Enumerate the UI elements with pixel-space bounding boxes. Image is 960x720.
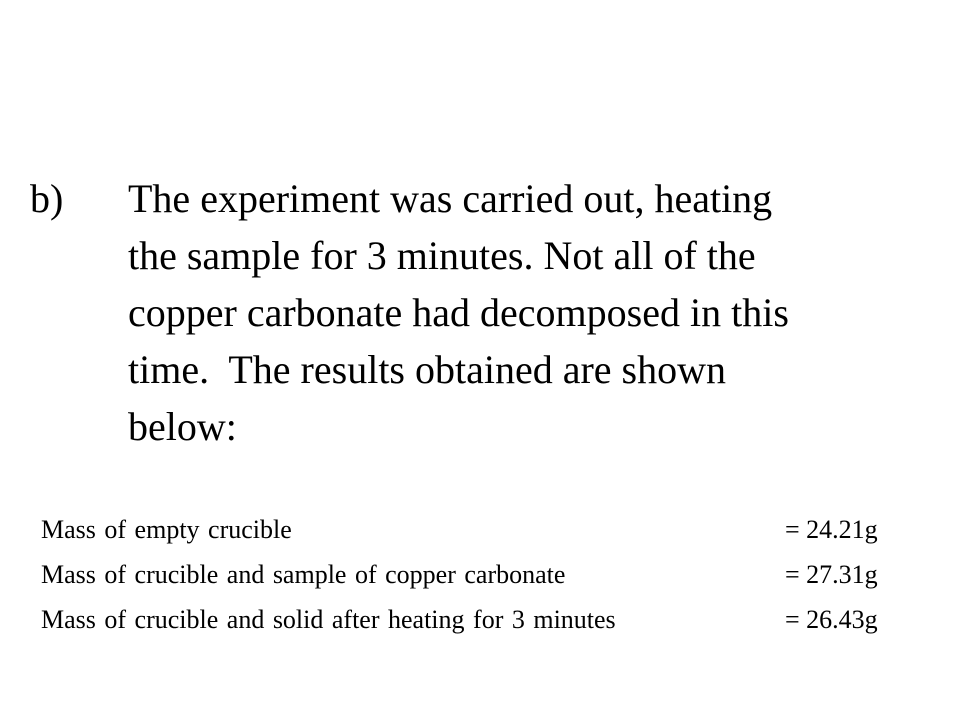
- question-text-line: copper carbonate had decomposed in this: [128, 290, 789, 335]
- question-label: b): [30, 176, 64, 221]
- results-row: [0, 510, 960, 550]
- result-label: Mass of crucible and sample of copper carbonate: [41, 560, 566, 589]
- question-text-line: below:: [128, 404, 237, 449]
- question-text-line: the sample for 3 minutes. Not all of the: [128, 233, 756, 278]
- result-value: = 27.31g: [785, 560, 878, 589]
- question-text-line: time. The results obtained are shown: [128, 347, 727, 392]
- results-row: [0, 555, 960, 595]
- result-value: = 26.43g: [785, 605, 878, 634]
- results-table: [0, 500, 960, 680]
- results-row: [0, 600, 960, 640]
- result-value: = 24.21g: [785, 515, 878, 544]
- result-label: Mass of empty crucible: [41, 515, 292, 544]
- result-label: Mass of crucible and solid after heating for 3 minutes: [41, 605, 616, 634]
- question-text-line: The experiment was carried out, heating: [128, 176, 773, 221]
